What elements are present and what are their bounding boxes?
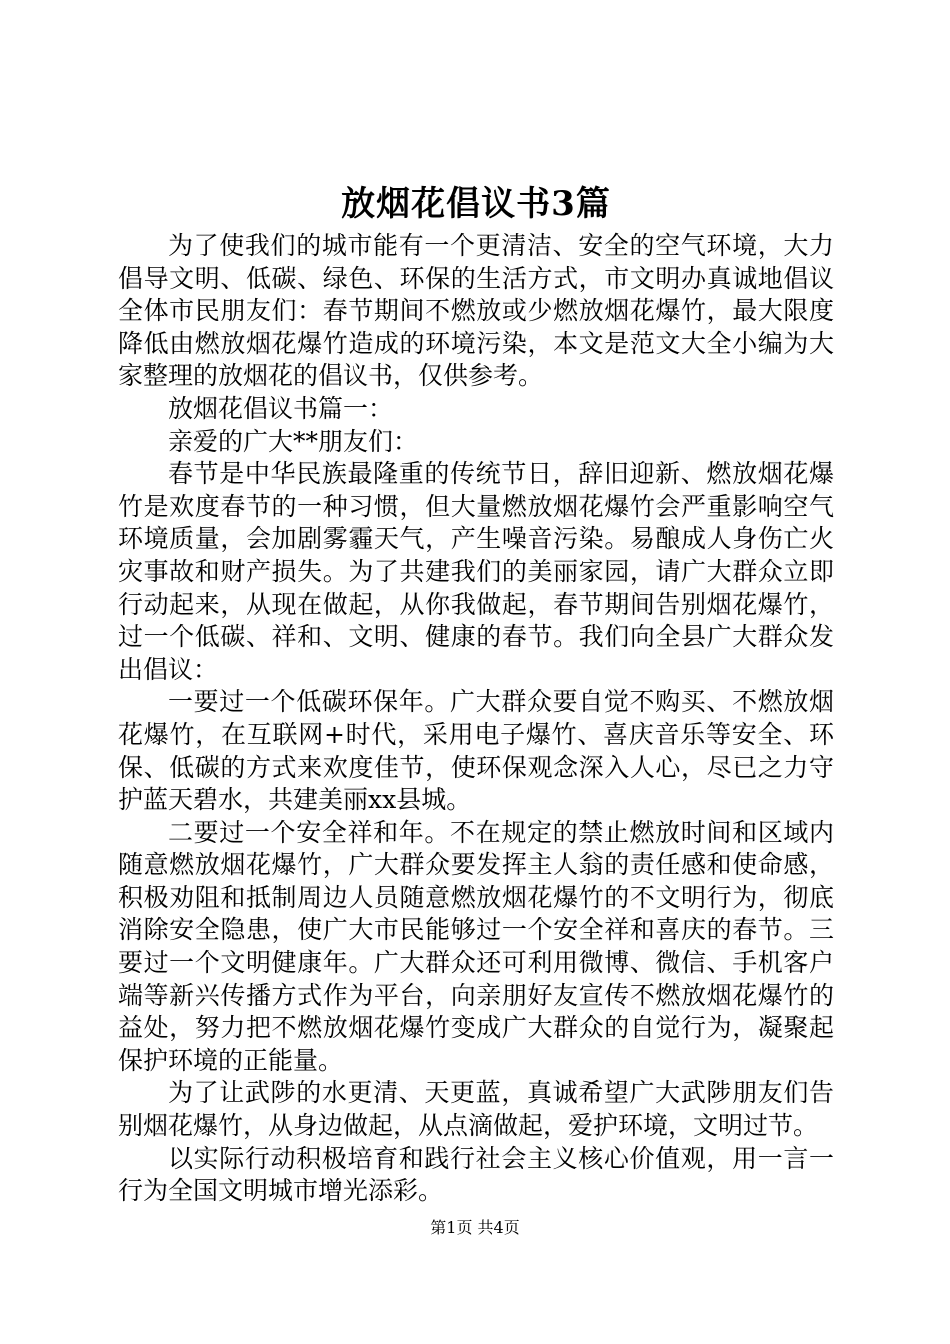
paragraph-salutation: 亲爱的广大**朋友们： [168,426,419,456]
paragraph-body-3: 二要过一个安全祥和年。不在规定的禁止燃放时间和区域内随意燃放烟花爆竹，广大群众要发挥主人翁的责任感和使命感，积极劝阻和抵制周边人员随意燃放烟花爆竹的不文明行为，彻底消除安全隐患，使广大市民能够过一个安全祥和喜庆的春节。三要过一个文明健康年。广大群众还可利用微博、微信、手机客户端等新兴传播方式作为平台，向亲朋好友宣传不燃放烟花爆竹的益处，努力把不燃放烟花爆竹变成广大群众的自觉行为，凝聚起保护环境的正能量。 [118,817,834,1075]
paragraph-section-heading: 放烟花倡议书篇一： [168,393,394,423]
page-number-footer: 第1页 共4页 [430,1218,520,1237]
paragraph-body-4: 为了让武陟的水更清、天更蓝，真诚希望广大武陟朋友们告别烟花爆竹，从身边做起，从点滴做起，爱护环境，文明过节。 [118,1078,834,1141]
paragraph-body-5: 以实际行动积极培育和践行社会主义核心价值观，用一言一行为全国文明城市增光添彩。 [118,1143,834,1206]
document-page [118,180,834,1208]
paragraph-body-2: 一要过一个低碳环保年。广大群众要自觉不购买、不燃放烟花爆竹，在互联网+时代，采用电子爆竹、喜庆音乐等安全、环保、低碳的方式来欢度佳节，使环保观念深入人心，尽已之力守护蓝天碧水，共建美丽xx县城。 [118,687,834,815]
paragraph-body-1: 春节是中华民族最隆重的传统节日，辞旧迎新、燃放烟花爆竹是欢度春节的一种习惯，但大量燃放烟花爆竹会严重影响空气环境质量，会加剧雾霾天气，产生噪音污染。易酿成人身伤亡火灾事故和财产损失。为了共建我们的美丽家园，请广大群众立即行动起来，从现在做起，从你我做起，春节期间告别烟花爆竹，过一个低碳、祥和、文明、健康的春节。我们向全县广大群众发出倡议： [118,459,834,684]
document-title: 放烟花倡议书3篇 [341,184,611,224]
paragraph-intro: 为了使我们的城市能有一个更清洁、安全的空气环境，大力倡导文明、低碳、绿色、环保的生活方式，市文明办真诚地倡议全体市民朋友们：春节期间不燃放或少燃放烟花爆竹，最大限度降低由燃放烟花爆竹造成的环境污染，本文是范文大全小编为大家整理的放烟花的倡议书，仅供参考。 [118,231,834,391]
